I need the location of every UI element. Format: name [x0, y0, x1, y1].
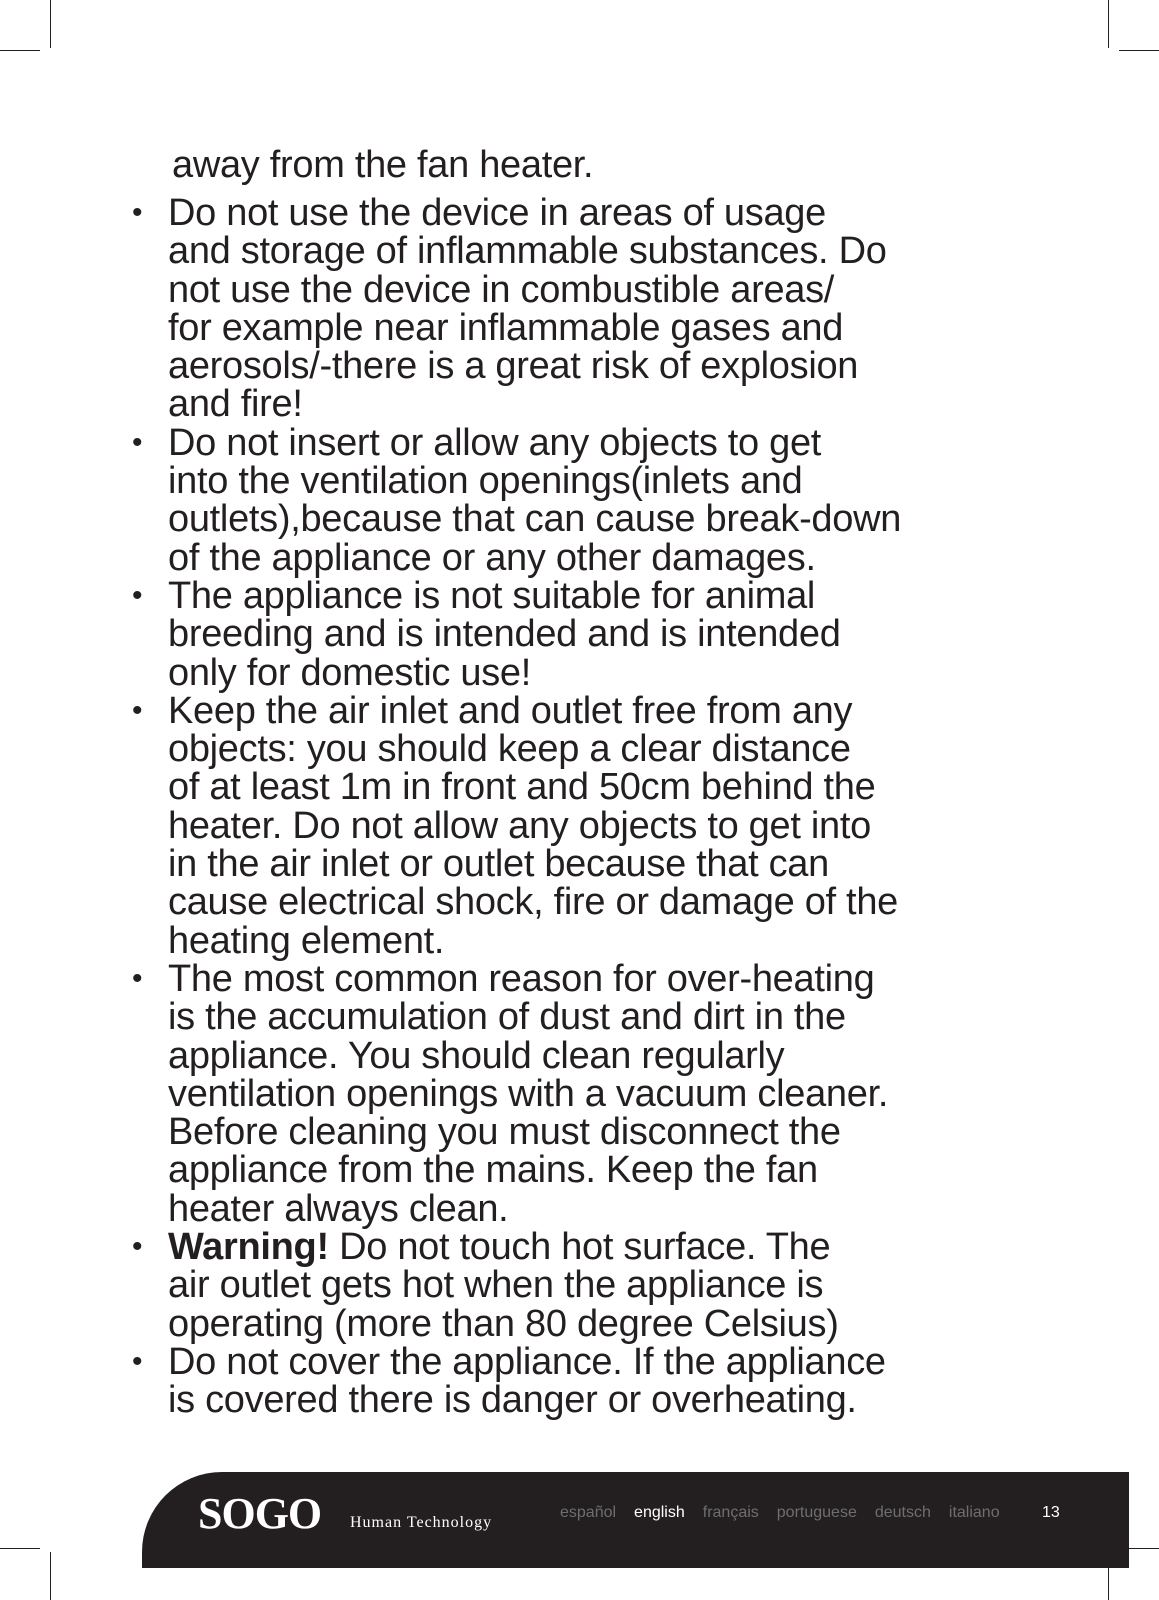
language-2[interactable]: français: [702, 1504, 759, 1521]
list-item-line: air outlet gets hot when the appliance is: [168, 1264, 824, 1307]
list-item: [128, 574, 1028, 694]
list-item-line: aerosols/-there is a great risk of explosion: [168, 345, 859, 388]
lead-text: away from the fan heater.: [172, 144, 594, 186]
bullet-dot-icon: •: [132, 693, 143, 727]
list-item: [128, 421, 1028, 579]
brand-logo: SOGO: [198, 1489, 322, 1538]
list-item: [128, 1340, 1028, 1422]
list-item-text: Do not touch hot surface. The: [328, 1226, 831, 1269]
crop-mark: [50, 0, 51, 48]
list-item-line: Do not insert or allow any objects to get: [168, 421, 822, 464]
list-item-line: of the appliance or any other damages.: [168, 536, 816, 579]
bullet-list: [128, 194, 1028, 1420]
crop-mark: [0, 1548, 40, 1549]
crop-mark: [1108, 0, 1109, 48]
list-item-line: Before cleaning you must disconnect the: [168, 1111, 841, 1154]
bullet-dot-icon: •: [132, 578, 143, 612]
list-item-line: appliance. You should clean regularly: [168, 1034, 785, 1077]
language-list: [560, 1504, 1018, 1522]
list-item-line: objects: you should keep a clear distance: [168, 728, 851, 771]
language-1[interactable]: english: [634, 1504, 685, 1521]
list-item: [128, 689, 1028, 962]
list-item-line: The appliance is not suitable for animal: [168, 574, 816, 617]
list-item-line: ventilation openings with a vacuum cleaner.: [168, 1072, 889, 1115]
list-item: [128, 957, 1028, 1230]
list-item-line: The most common reason for over-heating: [168, 957, 875, 1000]
page-content: [128, 146, 1028, 1420]
crop-mark: [1119, 50, 1159, 51]
list-item-line: into the ventilation openings(inlets and: [168, 460, 803, 503]
list-item-line: of at least 1m in front and 50cm behind the: [168, 766, 876, 809]
page-number: 13: [1042, 1504, 1060, 1521]
list-item-line: Do not use the device in areas of usage: [168, 192, 826, 234]
brand-tagline: Human Technology: [350, 1514, 493, 1531]
list-item-line: heater always clean.: [168, 1187, 509, 1230]
list-item-line: not use the device in combustible areas/: [168, 268, 835, 311]
list-item-line: and fire!: [168, 383, 303, 426]
language-0[interactable]: español: [560, 1504, 617, 1521]
crop-mark: [0, 50, 40, 51]
list-item-line: and storage of inflammable substances. Do: [168, 230, 887, 273]
list-item-line: outlets),because that can cause break-down: [168, 498, 902, 541]
language-4[interactable]: deutsch: [874, 1504, 931, 1521]
list-item-line: in the air inlet or outlet because that can: [168, 843, 829, 886]
list-item: [128, 194, 1028, 424]
bullet-dot-icon: •: [132, 1230, 143, 1264]
bullet-dot-icon: •: [132, 196, 143, 229]
list-item-line: only for domestic use!: [168, 651, 532, 694]
bullet-dot-icon: •: [132, 961, 143, 995]
warning-label: Warning!: [168, 1226, 329, 1269]
list-item-line: is covered there is danger or overheating.: [168, 1379, 857, 1422]
bullet-dot-icon: •: [132, 425, 143, 459]
footer-bar: [142, 1472, 1129, 1568]
list-item-line: heating element.: [168, 919, 445, 962]
crop-mark: [50, 1552, 51, 1600]
list-item-line: [168, 1226, 1028, 1269]
list-item-line: heater. Do not allow any objects to get into: [168, 804, 871, 847]
list-item-line: breeding and is intended and is intended: [168, 613, 841, 656]
list-item-line: Do not cover the appliance. If the appliance: [168, 1340, 886, 1383]
language-3[interactable]: portuguese: [776, 1504, 857, 1521]
list-item-line: operating (more than 80 degree Celsius): [168, 1302, 839, 1345]
list-item-line: appliance from the mains. Keep the fan: [168, 1149, 818, 1192]
language-5[interactable]: italiano: [948, 1504, 1000, 1521]
list-item-line: for example near inflammable gases and: [168, 306, 844, 349]
list-item-line: cause electrical shock, fire or damage of the: [168, 881, 898, 924]
list-item: [128, 1228, 1028, 1343]
list-item-line: is the accumulation of dust and dirt in the: [168, 996, 846, 1039]
list-item-line: Keep the air inlet and outlet free from any: [168, 689, 853, 732]
bullet-dot-icon: •: [132, 1344, 143, 1378]
